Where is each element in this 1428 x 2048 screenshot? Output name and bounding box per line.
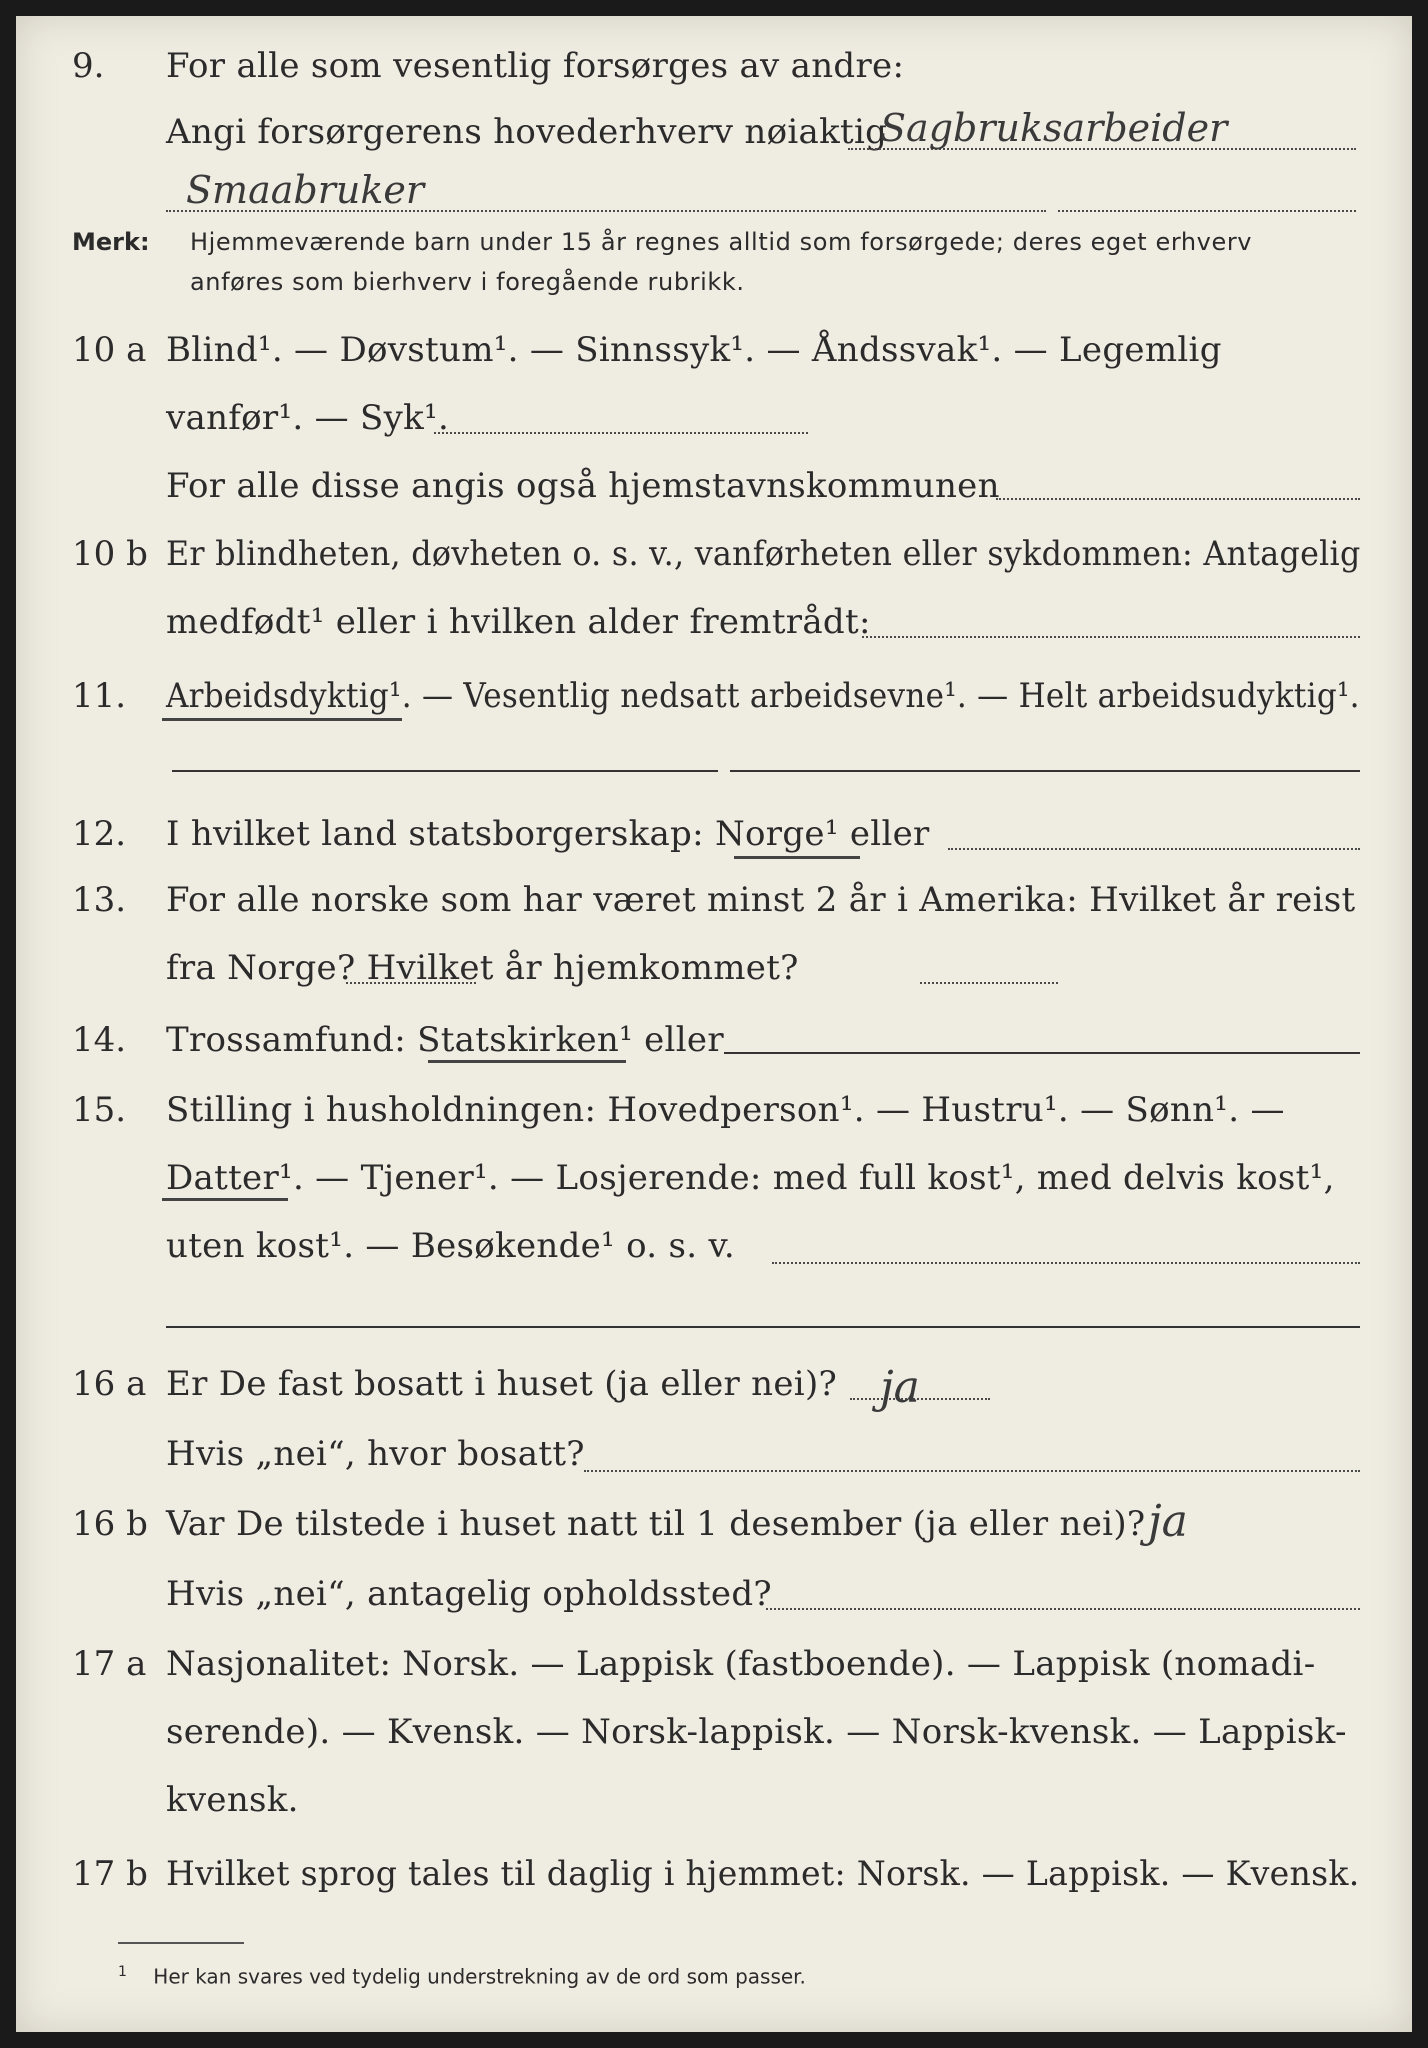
answer-line: [584, 1470, 1360, 1472]
question-10b: [0, 524, 1428, 584]
question-number: 10 b: [72, 534, 148, 574]
answer-line: [862, 636, 1360, 638]
question-10a: [0, 320, 1428, 380]
question-number: 12.: [72, 814, 127, 854]
footnote-mark: 1: [118, 1964, 127, 1980]
question-14: [0, 1010, 1428, 1070]
question-text: Datter¹. — Tjener¹. — Losjerende: med full kost¹, med delvis kost¹,: [166, 1158, 1335, 1198]
question-number: 14.: [72, 1020, 127, 1060]
question-16b: [0, 1494, 1428, 1554]
question-text: Stilling i husholdningen: Hovedperson¹. — Hustru¹. — Sønn¹. —: [166, 1090, 1285, 1130]
question-text: Er blindheten, døvheten o. s. v., vanførheten eller sykdommen: Antagelig: [166, 534, 1361, 574]
footnote-text: Her kan svares ved tydelig understrekning av de ord som passer.: [153, 1964, 806, 1989]
answer-line: [346, 982, 476, 984]
question-17a-line-2: [0, 1702, 1428, 1762]
question-text: Trossamfund: Statskirken¹ eller: [166, 1020, 724, 1060]
question-text: fra Norge? Hvilket år hjemkommet?: [166, 948, 799, 988]
answer-line: [166, 210, 1046, 212]
question-text: Var De tilstede i huset natt til 1 desember (ja eller nei)?: [166, 1504, 1146, 1544]
note-label: Merk:: [72, 228, 150, 256]
note-merk: [0, 222, 1428, 262]
question-13-line-2: [0, 938, 1428, 998]
question-10a-line-3: [0, 456, 1428, 516]
note-text: Hjemmeværende barn under 15 år regnes alltid som forsørgede; deres eget erhverv: [190, 228, 1253, 256]
question-16a-line-2: [0, 1424, 1428, 1484]
question-text: Blind¹. — Døvstum¹. — Sinnssyk¹. — Åndssvak¹. — Legemlig: [166, 330, 1222, 370]
question-number: 16 b: [72, 1504, 148, 1544]
question-17a: [0, 1634, 1428, 1694]
question-text: I hvilket land statsborgerskap: Norge¹ eller: [166, 814, 930, 854]
underline-norge: [734, 856, 860, 859]
answer-line: [172, 770, 718, 772]
question-text: vanfør¹. — Syk¹.: [166, 398, 450, 438]
answer-line: [1058, 210, 1356, 212]
question-text: Nasjonalitet: Norsk. — Lappisk (fastboende). — Lappisk (nomadi-: [166, 1644, 1316, 1684]
question-number: 17 b: [72, 1854, 148, 1894]
question-16a: [0, 1354, 1428, 1414]
question-text: Arbeidsdyktig¹. — Vesentlig nedsatt arbeidsevne¹. — Helt arbeidsudyktig¹.: [166, 676, 1360, 716]
question-number: 16 a: [72, 1364, 147, 1404]
question-text: Angi forsørgerens hovederhverv nøiaktig: [166, 112, 888, 152]
question-15-line-3: [0, 1216, 1428, 1276]
question-number: 10 a: [72, 330, 147, 370]
question-text: uten kost¹. — Besøkende¹ o. s. v.: [166, 1226, 736, 1266]
question-10b-line-2: [0, 592, 1428, 652]
question-number: 17 a: [72, 1644, 147, 1684]
question-number: 13.: [72, 880, 127, 920]
question-number: 9.: [72, 46, 105, 86]
question-text: serende). — Kvensk. — Norsk-lappisk. — Norsk-kvensk. — Lappisk-: [166, 1712, 1347, 1752]
question-13: [0, 870, 1428, 930]
note-merk-line-2: [0, 262, 1428, 302]
answer-line: [850, 1398, 990, 1400]
answer-line: [434, 432, 808, 434]
question-number: 15.: [72, 1090, 127, 1130]
question-10a-line-2: [0, 388, 1428, 448]
question-text: Er De fast bosatt i huset (ja eller nei)?: [166, 1364, 838, 1404]
answer-line: [996, 498, 1360, 500]
question-9: [0, 36, 1428, 96]
underline-arbeidsdyktig: [162, 718, 402, 721]
answer-line: [166, 1326, 1360, 1328]
footnote: [118, 1952, 806, 1992]
question-text: medfødt¹ eller i hvilken alder fremtrådt:: [166, 602, 871, 642]
question-text: For alle norske som har været minst 2 år i Amerika: Hvilket år reist: [166, 880, 1356, 920]
underline-statskirken: [428, 1060, 626, 1063]
question-17b: [0, 1844, 1428, 1904]
answer-line: [772, 1262, 1360, 1264]
note-text: anføres som bierhverv i foregående rubrikk.: [190, 268, 745, 296]
answer-line: [724, 1052, 1360, 1054]
handwritten-occupation-2: Smaabruker: [186, 168, 425, 212]
question-text: For alle som vesentlig forsørges av andre:: [166, 46, 905, 86]
question-12: [0, 804, 1428, 864]
question-text: Hvilket sprog tales til daglig i hjemmet: Norsk. — Lappisk. — Kvensk.: [166, 1854, 1360, 1894]
answer-line: [730, 770, 1360, 772]
question-text: kvensk.: [166, 1780, 299, 1820]
question-text: Hvis „nei“, hvor bosatt?: [166, 1434, 585, 1474]
answer-line: [948, 848, 1360, 850]
handwritten-answer-16b: ja: [1148, 1496, 1188, 1547]
question-17a-line-3: [0, 1770, 1428, 1830]
question-text: For alle disse angis også hjemstavnskommunen: [166, 466, 1000, 506]
question-15: [0, 1080, 1428, 1140]
answer-line: [766, 1608, 1360, 1610]
question-number: 11.: [72, 676, 127, 716]
question-text: Hvis „nei“, antagelig opholdssted?: [166, 1574, 772, 1614]
question-11: [0, 666, 1428, 726]
handwritten-answer-16a: ja: [880, 1362, 920, 1413]
answer-line: [920, 982, 1058, 984]
handwritten-occupation-1: Sagbruksarbeider: [880, 106, 1228, 150]
question-16b-line-2: [0, 1564, 1428, 1624]
footnote-rule: [118, 1942, 244, 1944]
underline-datter: [162, 1198, 288, 1201]
